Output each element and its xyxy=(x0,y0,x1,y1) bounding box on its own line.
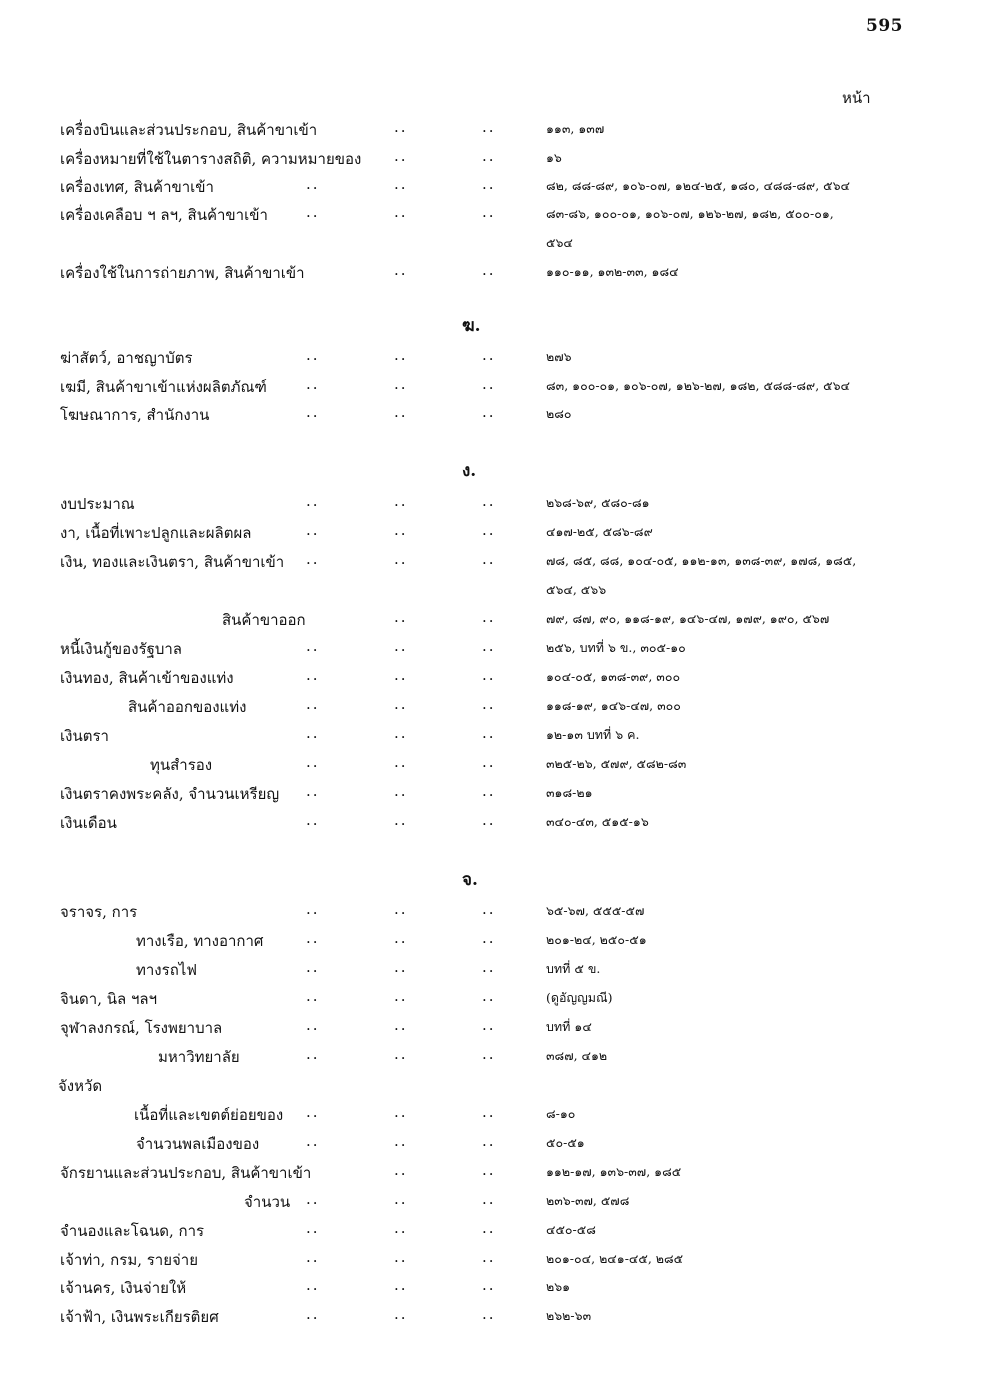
leader-dots: .. xyxy=(482,1161,496,1179)
leader-dots: .. xyxy=(394,521,408,539)
page-references: ๓๒๕-๒๖, ๕๗๙, ๕๘๒-๘๓ xyxy=(546,756,687,771)
index-term: เครื่องใช้ในการถ่ายภาพ, สินค้าขาเข้า xyxy=(60,264,305,282)
page-references: ๒๕๖, บทที่ ๖ ข., ๓๐๕-๑๐ xyxy=(546,640,686,655)
leader-dots: .. xyxy=(394,1045,408,1063)
index-term: เฆมี, สินค้าขาเข้าแห่งผลิตภัณฑ์ xyxy=(60,378,267,396)
page-references: ๔๑๗-๒๕, ๕๘๖-๘๙ xyxy=(546,524,653,539)
page-references: ๕๖๔, ๕๖๖ xyxy=(546,582,607,597)
leader-dots: .. xyxy=(306,1219,320,1237)
leader-dots: .. xyxy=(482,492,496,510)
leader-dots: .. xyxy=(394,900,408,918)
leader-dots: .. xyxy=(306,375,320,393)
leader-dots: .. xyxy=(306,1248,320,1266)
page-references: ๓๑๘-๒๑ xyxy=(546,785,593,800)
index-term: เงิน, ทองและเงินตรา, สินค้าขาเข้า xyxy=(60,553,285,571)
index-term: เครื่องเคลือบ ฯ ลฯ, สินค้าขาเข้า xyxy=(60,206,268,224)
index-term: จังหวัด xyxy=(58,1077,103,1095)
index-entry xyxy=(0,114,990,142)
index-term: เงินตราคงพระคลัง, จำนวนเหรียญ xyxy=(60,785,280,803)
index-entry xyxy=(0,954,990,982)
index-entry xyxy=(0,488,990,516)
index-term: เจ้าท่า, กรม, รายจ่าย xyxy=(60,1251,199,1269)
index-entry xyxy=(0,546,990,574)
leader-dots: .. xyxy=(306,1132,320,1150)
leader-dots: .. xyxy=(394,637,408,655)
leader-dots: .. xyxy=(394,811,408,829)
leader-dots: .. xyxy=(394,118,408,136)
leader-dots: .. xyxy=(482,1016,496,1034)
leader-dots: .. xyxy=(482,958,496,976)
index-term: สินค้าขาออก xyxy=(222,611,306,629)
index-entry xyxy=(0,1186,990,1214)
index-entry xyxy=(0,983,990,1011)
leader-dots: .. xyxy=(482,1248,496,1266)
leader-dots: .. xyxy=(394,175,408,193)
index-term: มหาวิทยาลัย xyxy=(158,1048,240,1066)
page-references: ๘๓, ๑๐๐-๐๑, ๑๐๖-๐๗, ๑๒๖-๒๗, ๑๘๒, ๕๘๘-๘๙, ๕๖๔ xyxy=(546,378,851,393)
leader-dots: .. xyxy=(306,811,320,829)
index-entry xyxy=(0,199,990,227)
index-term: ทางรถไฟ xyxy=(136,961,197,979)
index-entry xyxy=(0,257,990,285)
index-term: จุฬาลงกรณ์, โรงพยาบาล xyxy=(60,1019,223,1037)
leader-dots: .. xyxy=(306,900,320,918)
leader-dots: .. xyxy=(482,782,496,800)
index-term: จำนวนพลเมืองของ xyxy=(136,1135,260,1153)
leader-dots: .. xyxy=(394,403,408,421)
index-term: จำนองและโฉนด, การ xyxy=(60,1222,205,1240)
leader-dots: .. xyxy=(306,782,320,800)
index-entry xyxy=(0,228,990,256)
page-number: 595 xyxy=(866,16,903,36)
leader-dots: .. xyxy=(394,608,408,626)
leader-dots: .. xyxy=(306,1276,320,1294)
index-term: หนี้เงินกู้ของรัฐบาล xyxy=(60,640,182,658)
leader-dots: .. xyxy=(394,203,408,221)
leader-dots: .. xyxy=(482,1103,496,1121)
leader-dots: .. xyxy=(482,1045,496,1063)
leader-dots: .. xyxy=(482,521,496,539)
index-entry xyxy=(0,1128,990,1156)
page-references: ๑๒-๑๓ บทที่ ๖ ค. xyxy=(546,727,640,742)
leader-dots: .. xyxy=(482,203,496,221)
leader-dots: .. xyxy=(306,929,320,947)
page-references: ๗๙, ๘๗, ๙๐, ๑๑๘-๑๙, ๑๔๖-๔๗, ๑๗๙, ๑๙๐, ๕๖๗ xyxy=(546,611,830,626)
index-entry xyxy=(0,1157,990,1185)
index-term: โฆษณาการ, สำนักงาน xyxy=(60,406,210,424)
index-term: เครื่องเทศ, สินค้าขาเข้า xyxy=(60,178,214,196)
leader-dots: .. xyxy=(482,666,496,684)
leader-dots: .. xyxy=(394,987,408,1005)
leader-dots: .. xyxy=(306,203,320,221)
leader-dots: .. xyxy=(394,753,408,771)
leader-dots: .. xyxy=(482,1190,496,1208)
leader-dots: .. xyxy=(482,175,496,193)
leader-dots: .. xyxy=(394,1219,408,1237)
page-references: ๑๐๔-๐๕, ๑๓๘-๓๙, ๓๐๐ xyxy=(546,669,681,684)
leader-dots: .. xyxy=(394,1276,408,1294)
leader-dots: .. xyxy=(482,1219,496,1237)
leader-dots: .. xyxy=(394,1016,408,1034)
leader-dots: .. xyxy=(306,1045,320,1063)
leader-dots: .. xyxy=(306,753,320,771)
page-references: ๒๖๑ xyxy=(546,1279,571,1294)
leader-dots: .. xyxy=(482,811,496,829)
index-entry xyxy=(0,807,990,835)
index-entry xyxy=(0,1041,990,1069)
page-references: ๘๒, ๘๘-๘๙, ๑๐๖-๐๗, ๑๒๔-๒๕, ๑๘๐, ๔๘๘-๘๙, ๕๖๔ xyxy=(546,178,851,193)
index-entry xyxy=(0,1301,990,1329)
leader-dots: .. xyxy=(306,550,320,568)
page-references: ๓๘๗, ๔๑๒ xyxy=(546,1048,608,1063)
index-entry xyxy=(0,749,990,777)
index-entry xyxy=(0,143,990,171)
index-entry xyxy=(0,1272,990,1300)
page-references: บทที่ ๑๔ xyxy=(546,1019,592,1034)
index-entry xyxy=(0,925,990,953)
leader-dots: .. xyxy=(482,118,496,136)
page-references: ๒๐๑-๒๔, ๒๕๐-๕๑ xyxy=(546,932,647,947)
index-term: เงินเดือน xyxy=(60,814,117,832)
index-entry xyxy=(0,399,990,427)
index-entry xyxy=(0,171,990,199)
index-entry xyxy=(0,691,990,719)
leader-dots: .. xyxy=(394,724,408,742)
index-entry xyxy=(0,720,990,748)
section-letter: จ. xyxy=(462,870,478,890)
index-entry xyxy=(0,1099,990,1127)
index-term: จำนวน xyxy=(244,1193,291,1211)
index-entry xyxy=(0,896,990,924)
leader-dots: .. xyxy=(482,403,496,421)
index-term: เครื่องหมายที่ใช้ในตารางสถิติ, ความหมายของ xyxy=(60,150,362,168)
page-references: ๔๕๐-๕๘ xyxy=(546,1222,596,1237)
page-references: ๑๑๒-๑๗, ๑๓๖-๓๗, ๑๘๕ xyxy=(546,1164,682,1179)
leader-dots: .. xyxy=(482,1305,496,1323)
index-term: เครื่องบินและส่วนประกอบ, สินค้าขาเข้า xyxy=(60,121,318,139)
leader-dots: .. xyxy=(394,695,408,713)
page-references: ๕๖๔ xyxy=(546,235,573,250)
index-entry xyxy=(0,1070,990,1098)
leader-dots: .. xyxy=(306,724,320,742)
leader-dots: .. xyxy=(306,175,320,193)
index-term: สินค้าออกของแท่ง xyxy=(128,698,247,716)
leader-dots: .. xyxy=(482,753,496,771)
column-header-page: หน้า xyxy=(842,89,871,107)
leader-dots: .. xyxy=(482,608,496,626)
index-entry xyxy=(0,1215,990,1243)
section-letter: ง. xyxy=(462,461,477,481)
leader-dots: .. xyxy=(394,261,408,279)
index-term: เจ้าฟ้า, เงินพระเกียรติยศ xyxy=(60,1308,219,1326)
leader-dots: .. xyxy=(482,1132,496,1150)
leader-dots: .. xyxy=(394,1103,408,1121)
leader-dots: .. xyxy=(394,492,408,510)
page-references: ๘๓-๘๖, ๑๐๐-๐๑, ๑๐๖-๐๗, ๑๒๖-๒๗, ๑๘๒, ๕๐๐-๐๑, xyxy=(546,206,834,221)
leader-dots: .. xyxy=(306,695,320,713)
leader-dots: .. xyxy=(306,987,320,1005)
leader-dots: .. xyxy=(482,1276,496,1294)
page-references: ๕๐-๕๑ xyxy=(546,1135,585,1150)
leader-dots: .. xyxy=(394,958,408,976)
leader-dots: .. xyxy=(306,403,320,421)
index-term: จักรยานและส่วนประกอบ, สินค้าขาเข้า xyxy=(60,1164,312,1182)
page-references: ๗๘, ๘๕, ๘๘, ๑๐๔-๐๕, ๑๑๒-๑๓, ๑๓๘-๓๙, ๑๗๘, ๑๘๕, xyxy=(546,553,857,568)
leader-dots: .. xyxy=(394,550,408,568)
index-term: เจ้านคร, เงินจ่ายให้ xyxy=(60,1279,187,1297)
leader-dots: .. xyxy=(394,1161,408,1179)
leader-dots: .. xyxy=(482,929,496,947)
page-references: บทที่ ๕ ข. xyxy=(546,961,601,976)
page-references: ๒๓๖-๓๗, ๕๗๘ xyxy=(546,1193,630,1208)
leader-dots: .. xyxy=(482,695,496,713)
index-term: จราจร, การ xyxy=(60,903,138,921)
leader-dots: .. xyxy=(306,666,320,684)
page-references: ๑๑๐-๑๑, ๑๓๒-๓๓, ๑๘๔ xyxy=(546,264,679,279)
page-references: ๒๖๘-๖๙, ๕๘๐-๘๑ xyxy=(546,495,650,510)
index-entry xyxy=(0,633,990,661)
leader-dots: .. xyxy=(306,1016,320,1034)
leader-dots: .. xyxy=(394,147,408,165)
leader-dots: .. xyxy=(482,261,496,279)
section-letter: ฆ. xyxy=(462,316,481,336)
leader-dots: .. xyxy=(394,1248,408,1266)
leader-dots: .. xyxy=(306,1190,320,1208)
index-term: เนื้อที่และเขตต์ย่อยของ xyxy=(134,1106,284,1124)
index-term: เงินตรา xyxy=(60,727,109,745)
leader-dots: .. xyxy=(394,1190,408,1208)
index-entry xyxy=(0,662,990,690)
leader-dots: .. xyxy=(482,637,496,655)
leader-dots: .. xyxy=(482,987,496,1005)
leader-dots: .. xyxy=(306,521,320,539)
leader-dots: .. xyxy=(394,782,408,800)
leader-dots: .. xyxy=(482,375,496,393)
leader-dots: .. xyxy=(394,346,408,364)
leader-dots: .. xyxy=(482,724,496,742)
page-references: (ดูอัญญมณี) xyxy=(546,990,613,1005)
leader-dots: .. xyxy=(482,550,496,568)
index-term: เงินทอง, สินค้าเข้าของแท่ง xyxy=(60,669,234,687)
page-references: ๑๑๓, ๑๓๗ xyxy=(546,121,605,136)
leader-dots: .. xyxy=(394,1305,408,1323)
index-term: ทางเรือ, ทางอากาศ xyxy=(136,932,264,950)
page-references: ๑๑๘-๑๙, ๑๔๖-๔๗, ๓๐๐ xyxy=(546,698,681,713)
index-entry xyxy=(0,604,990,632)
index-entry xyxy=(0,371,990,399)
leader-dots: .. xyxy=(306,1305,320,1323)
leader-dots: .. xyxy=(394,666,408,684)
leader-dots: .. xyxy=(482,147,496,165)
leader-dots: .. xyxy=(306,958,320,976)
index-entry xyxy=(0,1244,990,1272)
leader-dots: .. xyxy=(306,637,320,655)
page-references: ๒๐๑-๐๔, ๒๔๑-๔๕, ๒๘๕ xyxy=(546,1251,684,1266)
index-entry xyxy=(0,778,990,806)
index-term: จินดา, นิล ฯลฯ xyxy=(60,990,157,1008)
page-references: ๓๔๐-๔๓, ๕๑๕-๑๖ xyxy=(546,814,649,829)
index-entry xyxy=(0,342,990,370)
index-entry xyxy=(0,1012,990,1040)
index-term: ฆ่าสัตว์, อาชญาบัตร xyxy=(60,349,193,367)
index-entry xyxy=(0,575,990,603)
index-term: ทุนสำรอง xyxy=(150,756,213,774)
page-references: ๒๘๐ xyxy=(546,406,572,421)
page-references: ๖๕-๖๗, ๕๕๕-๕๗ xyxy=(546,903,645,918)
page-references: ๑๖ xyxy=(546,150,562,165)
leader-dots: .. xyxy=(482,346,496,364)
index-entry xyxy=(0,517,990,545)
leader-dots: .. xyxy=(394,929,408,947)
page-references: ๒๗๖ xyxy=(546,349,572,364)
leader-dots: .. xyxy=(482,900,496,918)
leader-dots: .. xyxy=(394,375,408,393)
page-references: ๒๖๒-๖๓ xyxy=(546,1308,592,1323)
index-term: งบประมาณ xyxy=(60,495,135,513)
page-references: ๘-๑๐ xyxy=(546,1106,576,1121)
leader-dots: .. xyxy=(306,346,320,364)
index-term: งา, เนื้อที่เพาะปลูกและผลิตผล xyxy=(60,524,252,542)
leader-dots: .. xyxy=(306,1103,320,1121)
leader-dots: .. xyxy=(306,492,320,510)
leader-dots: .. xyxy=(394,1132,408,1150)
